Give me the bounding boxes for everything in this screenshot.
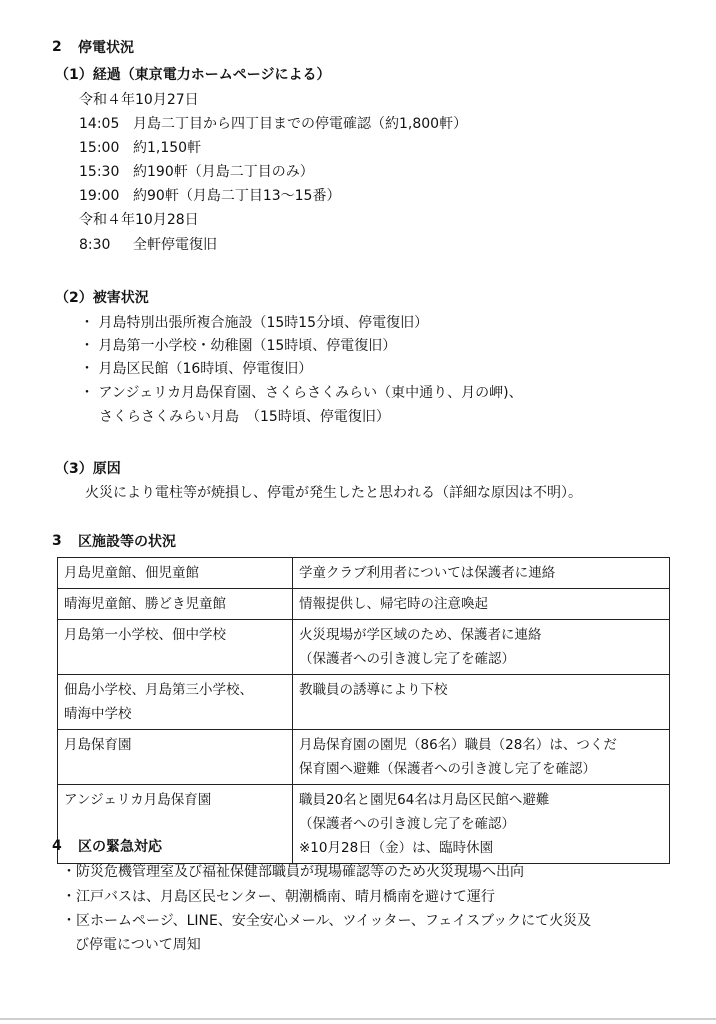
table-row xyxy=(58,730,670,785)
damage-bullet: ・ 月島特別出張所複合施設（15時15分頃、停電復旧） xyxy=(80,315,429,331)
damage-bullet-continuation: さくらさくみらい月島 （15時頃、停電復旧） xyxy=(99,409,390,425)
damage-bullet: ・ アンジェリカ月島保育園、さくらさくみらい（東中通り、月の岬)、 xyxy=(80,385,523,401)
date-day1: 令和４年10月27日 xyxy=(79,92,199,108)
section-4-heading: 区の緊急対応 xyxy=(78,839,162,855)
damage-bullet: ・ 月島区民館（16時頃、停電復旧） xyxy=(80,361,313,377)
table-row xyxy=(58,620,670,675)
facility-cell: 晴海児童館、勝どき児童館 xyxy=(58,589,293,620)
date-day2: 令和４年10月28日 xyxy=(79,212,199,228)
section-2-number: 2 xyxy=(52,39,62,55)
status-cell: 教職員の誘導により下校 xyxy=(293,675,670,730)
response-bullet: ・防災危機管理室及び福祉保健部職員が現場確認等のため火災現場へ出向 xyxy=(62,864,524,880)
status-cell: 火災現場が学区域のため、保護者に連絡 （保護者への引き渡し完了を確認） xyxy=(293,620,670,675)
table-row xyxy=(58,589,670,620)
entry-text: 月島二丁目から四丁目までの停電確認（約1,800軒） xyxy=(133,116,468,132)
entry-time: 19:00 xyxy=(79,188,120,204)
table-row xyxy=(58,675,670,730)
status-cell: 学童クラブ利用者については保護者に連絡 xyxy=(293,558,670,589)
damage-bullet: ・ 月島第一小学校・幼稚園（15時頃、停電復旧） xyxy=(80,338,397,354)
facility-cell: 月島第一小学校、佃中学校 xyxy=(58,620,293,675)
facility-cell: 月島児童館、佃児童館 xyxy=(58,558,293,589)
subsection-3-label: （3）原因 xyxy=(55,461,121,477)
section-3-number: 3 xyxy=(52,533,62,549)
section-4-number: 4 xyxy=(52,838,62,854)
subsection-1-label: （1）経過（東京電力ホームページによる） xyxy=(55,67,331,83)
entry-text: 全軒停電復旧 xyxy=(133,237,217,253)
section-3-heading: 区施設等の状況 xyxy=(78,534,176,550)
entry-text: 約90軒（月島二丁目13～15番） xyxy=(133,188,341,204)
table-row xyxy=(58,558,670,589)
facility-cell: アンジェリカ月島保育園 xyxy=(58,785,293,864)
response-bullet: ・区ホームページ、LINE、安全安心メール、ツイッター、フェイスブックにて火災及 xyxy=(62,913,592,929)
entry-text: 約1,150軒 xyxy=(133,140,202,156)
facility-status-table xyxy=(57,557,670,864)
response-bullet: ・江戸バスは、月島区民センター、朝潮橋南、晴月橋南を避けて運行 xyxy=(62,889,495,905)
entry-time: 14:05 xyxy=(79,116,120,132)
status-cell: 職員20名と園児64名は月島区民館へ避難 （保護者への引き渡し完了を確認） ※10月28日（金）は、臨時休園 xyxy=(293,785,670,864)
cause-text: 火災により電柱等が焼損し、停電が発生したと思われる（詳細な原因は不明）。 xyxy=(85,485,582,501)
entry-text: 約190軒（月島二丁目のみ） xyxy=(133,164,314,180)
facility-cell: 月島保育園 xyxy=(58,730,293,785)
subsection-2-label: （2）被害状況 xyxy=(55,290,149,306)
facility-cell: 佃島小学校、月島第三小学校、 晴海中学校 xyxy=(58,675,293,730)
section-2-heading: 停電状況 xyxy=(78,40,134,56)
status-cell: 月島保育園の園児（86名）職員（28名）は、つくだ 保育園へ避難（保護者への引き渡し完了を確認） xyxy=(293,730,670,785)
entry-time: 15:00 xyxy=(79,140,120,156)
response-bullet-continuation: び停電について周知 xyxy=(75,937,201,953)
status-cell: 情報提供し、帰宅時の注意喚起 xyxy=(293,589,670,620)
entry-time: 8:30 xyxy=(79,237,111,253)
entry-time: 15:30 xyxy=(79,164,120,180)
page-bottom-edge xyxy=(0,1018,716,1020)
